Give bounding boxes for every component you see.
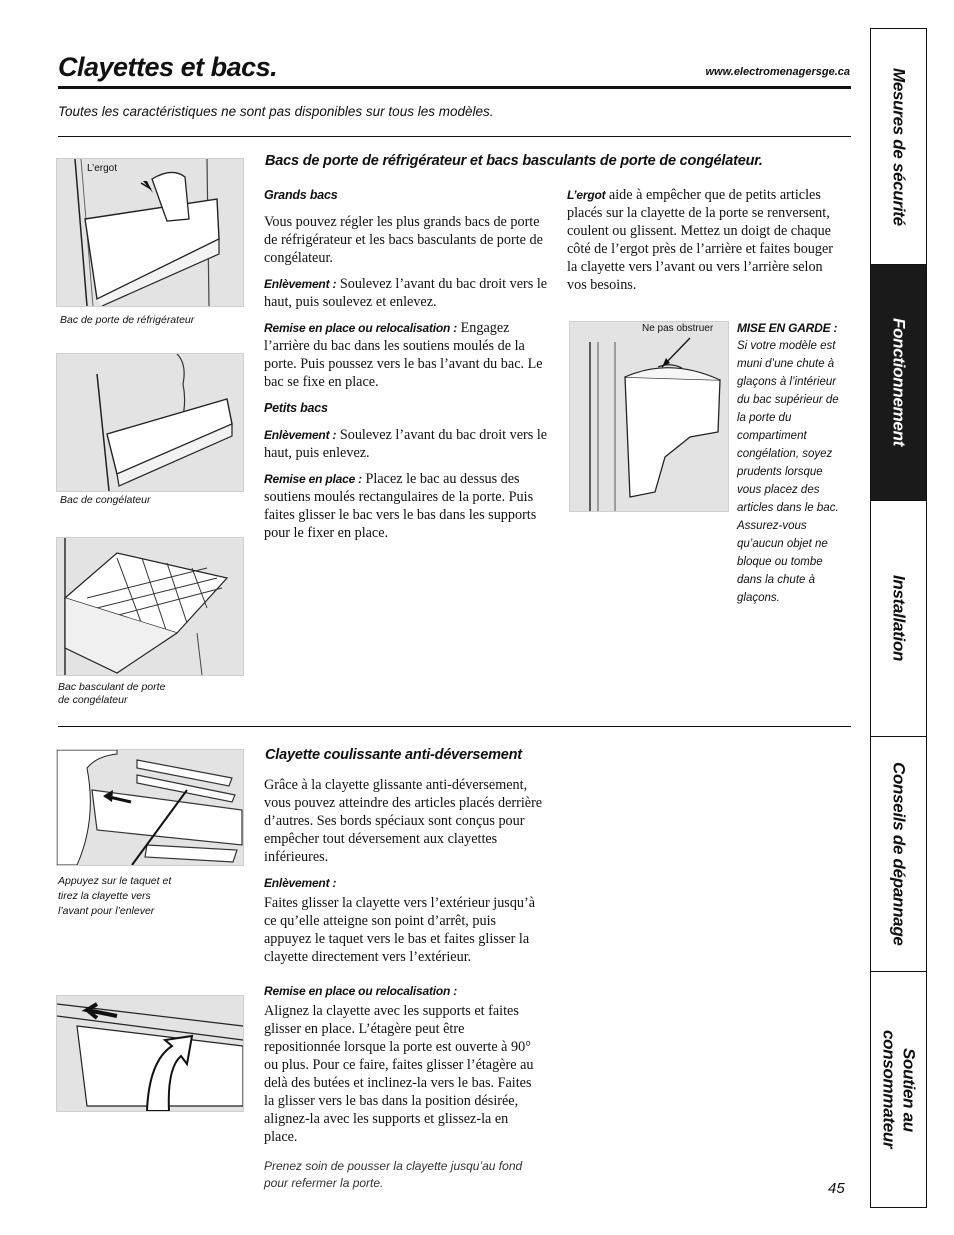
shelf-replace-figure xyxy=(56,995,244,1112)
small-bins-removal: Enlèvement : Soulevez l’avant du bac droit vers le haut, puis enlevez. xyxy=(264,427,548,461)
tab-installation[interactable]: Installation xyxy=(871,501,926,737)
large-bins-heading: Grands bacs xyxy=(264,188,338,202)
ice-chute-warning: MISE EN GARDE : Si votre modèle est muni d’une chute à glaçons à l’intérieur du bac supérieur de la porte du compartiment congélation, soyez prudents lorsque vous placez des articles dans le bac. Assurez-vous qu’aucun objet ne bloque ou tombe dans la chute à glaçons. xyxy=(737,321,839,604)
ergot-paragraph: L’ergot aide à empêcher que de petits articles placés sur la clayette de la porte se renversent, coulent ou glissent. Mettez un doigt de chaque côté de l’ergot près de l’arrière et faites bouger la clayette vers l’avant ou vers l’arrière selon vos besoins. xyxy=(567,187,834,293)
sliding-shelf-removal-text: Faites glisser la clayette vers l’extérieur jusqu’à ce qu’elle atteigne son point d’arrêt, puis appuyez le taquet vers le bas et faites glisser la clayette directement vers l’extérieur. xyxy=(264,895,536,965)
freezer-bin-figure xyxy=(56,353,244,492)
section-divider-2 xyxy=(58,726,851,727)
sliding-shelf-removal-label: Enlèvement : xyxy=(264,876,337,890)
sliding-shelf-caption: Appuyez sur le taquet et tirez la clayette vers l’avant pour l’enlever xyxy=(58,875,172,917)
sliding-shelf-column xyxy=(264,776,544,1192)
small-bins-heading: Petits bacs xyxy=(264,401,328,415)
website-url[interactable]: www.electromenagersge.ca xyxy=(705,66,850,78)
large-bins-replace: Remise en place ou relocalisation : Engagez l’arrière du bac dans les soutiens moulés de la porte. Puis poussez vers le bas l’avant du bac. Le bac se fixe en place. xyxy=(264,320,543,390)
fridge-door-bin-figure xyxy=(56,158,244,307)
page-number: 45 xyxy=(828,1180,845,1197)
freezer-tilt-bin-caption: Bac basculant de porte de congélateur xyxy=(58,681,166,706)
tab-soutien-au-consommateur[interactable]: Soutien au consommateur xyxy=(879,1030,919,1149)
page-title: Clayettes et bacs. xyxy=(58,52,278,82)
tab-mesures-de-securite[interactable]: Mesures de sécurité xyxy=(871,29,926,265)
ice-chute-figure xyxy=(569,321,729,512)
tab-conseils-de-depannage[interactable]: Conseils de dépannage xyxy=(871,737,926,972)
tab-fonctionnement[interactable]: Fonctionnement xyxy=(871,265,926,501)
ice-chute-callout: Ne pas obstruer xyxy=(642,323,714,334)
sliding-shelf-heading: Clayette coulissante anti-déversement xyxy=(265,747,522,763)
ergot-callout: L’ergot xyxy=(87,163,118,174)
section-tabs xyxy=(870,28,927,1208)
availability-note: Toutes les caractéristiques ne sont pas disponibles sur tous les modèles. xyxy=(58,104,494,119)
sliding-shelf-figure xyxy=(56,749,244,866)
header-rule xyxy=(58,86,851,89)
fridge-door-bin-caption: Bac de porte de réfrigérateur xyxy=(60,314,195,326)
sliding-shelf-replace-label: Remise en place ou relocalisation : xyxy=(264,984,458,998)
large-bins-removal: Enlèvement : Soulevez l’avant du bac droit vers le haut, puis soulevez et enlevez. xyxy=(264,276,548,310)
freezer-bin-caption: Bac de congélateur xyxy=(60,494,151,506)
door-bins-left-column xyxy=(264,186,549,550)
small-bins-replace: Remise en place : Placez le bac au dessus des soutiens moulés rectangulaires de la porte. Puis faites glisser le bac vers le bas dans les supports pour le fixer en place. xyxy=(264,471,537,541)
sliding-shelf-note: Prenez soin de pousser la clayette jusqu’au fond pour refermer la porte. xyxy=(264,1159,523,1190)
large-bins-intro: Vous pouvez régler les plus grands bacs de porte de réfrigérateur et les bacs basculants de porte de congélateur. xyxy=(264,214,543,266)
section-divider xyxy=(58,136,851,137)
sliding-shelf-replace-text: Alignez la clayette avec les supports et faites glisser en place. L’étagère peut être repositionnée lorsque la porte est ouverte à 90° ou plus. Pour ce faire, faites glisser l’étagère au delà des butées et inclinez-la vers le bas. Faites la glisser vers le bas dans la position désirée, alignez-la avec les supports et glissez-la en place. xyxy=(264,1003,534,1145)
freezer-tilt-bin-figure xyxy=(56,537,244,676)
sliding-shelf-intro: Grâce à la clayette glissante anti-déversement, vous pouvez atteindre des articles placés derrière d’autres. Ses bords spéciaux sont conçus pour empêcher tout déversement aux clayettes inférieures. xyxy=(264,777,543,865)
door-bins-heading: Bacs de porte de réfrigérateur et bacs basculants de porte de congélateur. xyxy=(265,153,763,169)
